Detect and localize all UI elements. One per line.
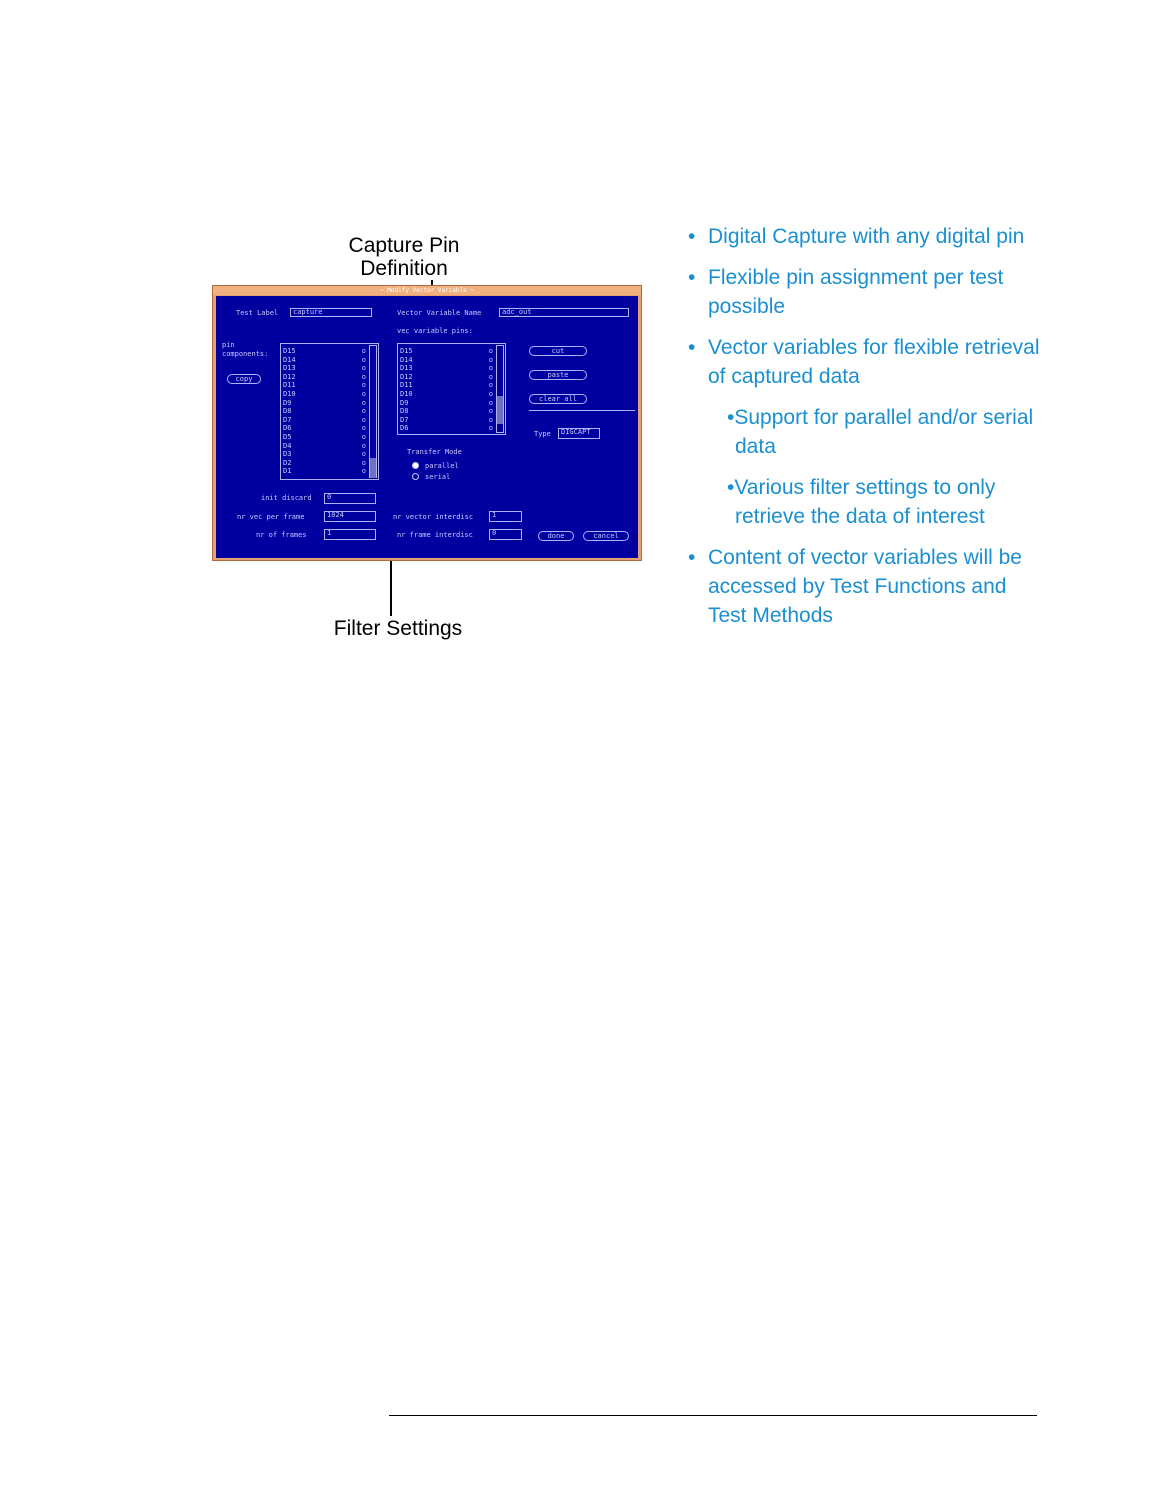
pin-component-item-label: D13 bbox=[283, 364, 296, 373]
pin-component-item[interactable] bbox=[281, 416, 378, 425]
subbullet-filter-settings: •Various filter settings to only retrieve the data of interest bbox=[727, 476, 996, 528]
nr-of-frames-label: nr of frames bbox=[256, 531, 307, 539]
pin-component-item-label: D6 bbox=[283, 424, 292, 433]
vec-pin-item-marker: o bbox=[488, 407, 493, 416]
cancel-button[interactable]: cancel bbox=[583, 531, 629, 541]
vec-pin-item-label: D6 bbox=[400, 424, 409, 433]
vector-name-label: Vector Variable Name bbox=[397, 309, 482, 317]
bullet-digital-capture: • Digital Capture with any digital pin bbox=[688, 222, 1048, 251]
subbullet-parallel-serial: •Support for parallel and/or serial data bbox=[727, 406, 1034, 458]
vec-pin-item-marker: o bbox=[488, 398, 493, 407]
pin-component-item[interactable] bbox=[281, 390, 378, 399]
cut-button[interactable]: cut bbox=[529, 346, 587, 356]
bullet-flexible-pin: • Flexible pin assignment per test possible bbox=[688, 263, 1048, 321]
pin-components-label-2: components: bbox=[222, 350, 269, 358]
pin-component-item-label: D3 bbox=[283, 450, 292, 459]
pin-component-item-label: D2 bbox=[283, 458, 292, 467]
pin-component-item-label: D9 bbox=[283, 398, 292, 407]
pin-component-item-marker: o bbox=[361, 424, 366, 433]
vec-pin-item[interactable] bbox=[398, 390, 505, 399]
vec-pin-item-marker: o bbox=[488, 424, 493, 433]
pin-component-item-marker: o bbox=[361, 441, 366, 450]
pin-component-item[interactable] bbox=[281, 442, 378, 451]
vec-pin-item[interactable] bbox=[398, 424, 505, 433]
nr-vec-per-frame-label: nr vec per frame bbox=[237, 513, 305, 521]
pin-component-item[interactable] bbox=[281, 450, 378, 459]
callout-line-2: Definition bbox=[360, 257, 448, 280]
vec-pin-item-label: D9 bbox=[400, 398, 409, 407]
nr-vector-interdisc-field[interactable]: 1 bbox=[489, 511, 522, 522]
pin-component-item[interactable] bbox=[281, 407, 378, 416]
pin-component-item-marker: o bbox=[361, 450, 366, 459]
done-button[interactable]: done bbox=[538, 531, 574, 541]
init-discard-label: init discard bbox=[261, 494, 312, 502]
vec-pin-item-label: D13 bbox=[400, 364, 413, 373]
vec-pin-item-label: D11 bbox=[400, 381, 413, 390]
feature-bullets bbox=[688, 222, 1048, 642]
transfer-mode-label: Transfer Mode bbox=[407, 448, 462, 456]
type-field[interactable]: DIGCAPT bbox=[558, 428, 600, 439]
serial-radio[interactable] bbox=[412, 473, 419, 480]
pin-component-item-label: D5 bbox=[283, 432, 292, 441]
dialog-title: ~ Modify Vector Variable ~ bbox=[213, 286, 641, 295]
pin-component-item-label: D10 bbox=[283, 389, 296, 398]
pin-components-list[interactable] bbox=[280, 343, 379, 480]
pin-component-item-label: D7 bbox=[283, 415, 292, 424]
vec-pin-item-marker: o bbox=[488, 355, 493, 364]
nr-vector-interdisc-label: nr vector interdisc bbox=[393, 513, 474, 521]
pin-component-item[interactable] bbox=[281, 399, 378, 408]
vec-pin-item-marker: o bbox=[488, 389, 493, 398]
vec-pin-item-marker: o bbox=[488, 381, 493, 390]
nr-frame-interdisc-field[interactable]: 0 bbox=[489, 529, 522, 540]
pin-component-item-marker: o bbox=[361, 415, 366, 424]
test-label-label: Test Label bbox=[236, 309, 279, 317]
vec-pin-item[interactable] bbox=[398, 416, 505, 425]
dialog-body bbox=[216, 296, 638, 558]
pin-component-item-marker: o bbox=[361, 407, 366, 416]
pin-component-item[interactable] bbox=[281, 364, 378, 373]
copy-button[interactable]: copy bbox=[227, 374, 261, 384]
pin-component-item[interactable] bbox=[281, 356, 378, 365]
vec-pin-item-marker: o bbox=[488, 347, 493, 355]
vec-pin-item-label: D10 bbox=[400, 389, 413, 398]
bullet-content-access: • Content of vector variables will be accessed by Test Functions and Test Methods bbox=[688, 543, 1048, 630]
pin-component-item-marker: o bbox=[361, 458, 366, 467]
vector-name-field[interactable]: adc_out bbox=[499, 308, 629, 317]
nr-vec-per-frame-field[interactable]: 1024 bbox=[324, 511, 376, 522]
vec-pin-item-label: D14 bbox=[400, 355, 413, 364]
vec-pin-item[interactable] bbox=[398, 407, 505, 416]
paste-button[interactable]: paste bbox=[529, 370, 587, 380]
pin-component-item-label: D8 bbox=[283, 407, 292, 416]
vec-pin-item-label: D15 bbox=[400, 347, 413, 355]
serial-label: serial bbox=[425, 473, 451, 481]
vec-pin-item[interactable] bbox=[398, 381, 505, 390]
test-label-field[interactable]: capture bbox=[290, 308, 372, 317]
nr-of-frames-field[interactable]: 1 bbox=[324, 529, 376, 540]
pin-list-scrollbar[interactable] bbox=[369, 345, 377, 478]
pin-component-item[interactable] bbox=[281, 433, 378, 442]
pin-component-item-marker: o bbox=[361, 347, 366, 355]
vec-pin-item[interactable] bbox=[398, 373, 505, 382]
pin-component-item-marker: o bbox=[361, 467, 366, 476]
pin-component-item[interactable] bbox=[281, 347, 378, 356]
parallel-label: parallel bbox=[425, 462, 459, 470]
pin-component-item-marker: o bbox=[361, 355, 366, 364]
pin-component-item-marker: o bbox=[361, 381, 366, 390]
divider bbox=[529, 410, 635, 411]
pin-component-item-label: D12 bbox=[283, 372, 296, 381]
vec-pins-scrollbar[interactable] bbox=[496, 345, 504, 433]
modify-vector-variable-dialog bbox=[212, 285, 642, 561]
pin-component-item-label: D14 bbox=[283, 355, 296, 364]
vec-pins-label: vec variable pins: bbox=[397, 327, 473, 335]
vec-pins-list[interactable] bbox=[397, 343, 506, 435]
pin-component-item-label: D11 bbox=[283, 381, 296, 390]
pin-component-item[interactable] bbox=[281, 424, 378, 433]
pin-component-item-marker: o bbox=[361, 389, 366, 398]
parallel-radio[interactable] bbox=[412, 462, 419, 469]
vec-pin-item-label: D12 bbox=[400, 372, 413, 381]
callout-line-1: Capture Pin bbox=[348, 234, 460, 257]
vec-pin-item-marker: o bbox=[488, 364, 493, 373]
footer-rule bbox=[389, 1415, 1037, 1416]
type-label: Type bbox=[534, 430, 551, 438]
pin-component-item[interactable] bbox=[281, 381, 378, 390]
vec-pin-item[interactable] bbox=[398, 356, 505, 365]
vec-pin-item[interactable] bbox=[398, 364, 505, 373]
bullet-vector-variables: • Vector variables for flexible retrieval of captured data bbox=[688, 333, 1048, 391]
vec-pin-item-marker: o bbox=[488, 372, 493, 381]
pin-components-label: pin bbox=[222, 341, 235, 349]
filter-settings-callout: Filter Settings bbox=[333, 617, 463, 640]
vec-pin-item[interactable] bbox=[398, 399, 505, 408]
vec-pin-item-label: D7 bbox=[400, 415, 409, 424]
pin-component-item-marker: o bbox=[361, 398, 366, 407]
vec-pin-item[interactable] bbox=[398, 347, 505, 356]
pin-component-item[interactable] bbox=[281, 459, 378, 468]
vec-pin-item-label: D8 bbox=[400, 407, 409, 416]
pin-component-item[interactable] bbox=[281, 467, 378, 476]
clear-all-button[interactable]: clear all bbox=[529, 394, 587, 404]
pin-component-item-marker: o bbox=[361, 432, 366, 441]
nr-frame-interdisc-label: nr frame interdisc bbox=[397, 531, 473, 539]
pin-component-item-label: D4 bbox=[283, 441, 292, 450]
capture-pin-callout bbox=[324, 234, 484, 280]
init-discard-field[interactable]: 0 bbox=[324, 493, 376, 504]
pin-component-item-marker: o bbox=[361, 364, 366, 373]
pin-component-item-marker: o bbox=[361, 372, 366, 381]
pin-component-item-label: D1 bbox=[283, 467, 292, 476]
vec-pin-item-marker: o bbox=[488, 415, 493, 424]
pin-component-item-label: D15 bbox=[283, 347, 296, 355]
pin-component-item[interactable] bbox=[281, 373, 378, 382]
